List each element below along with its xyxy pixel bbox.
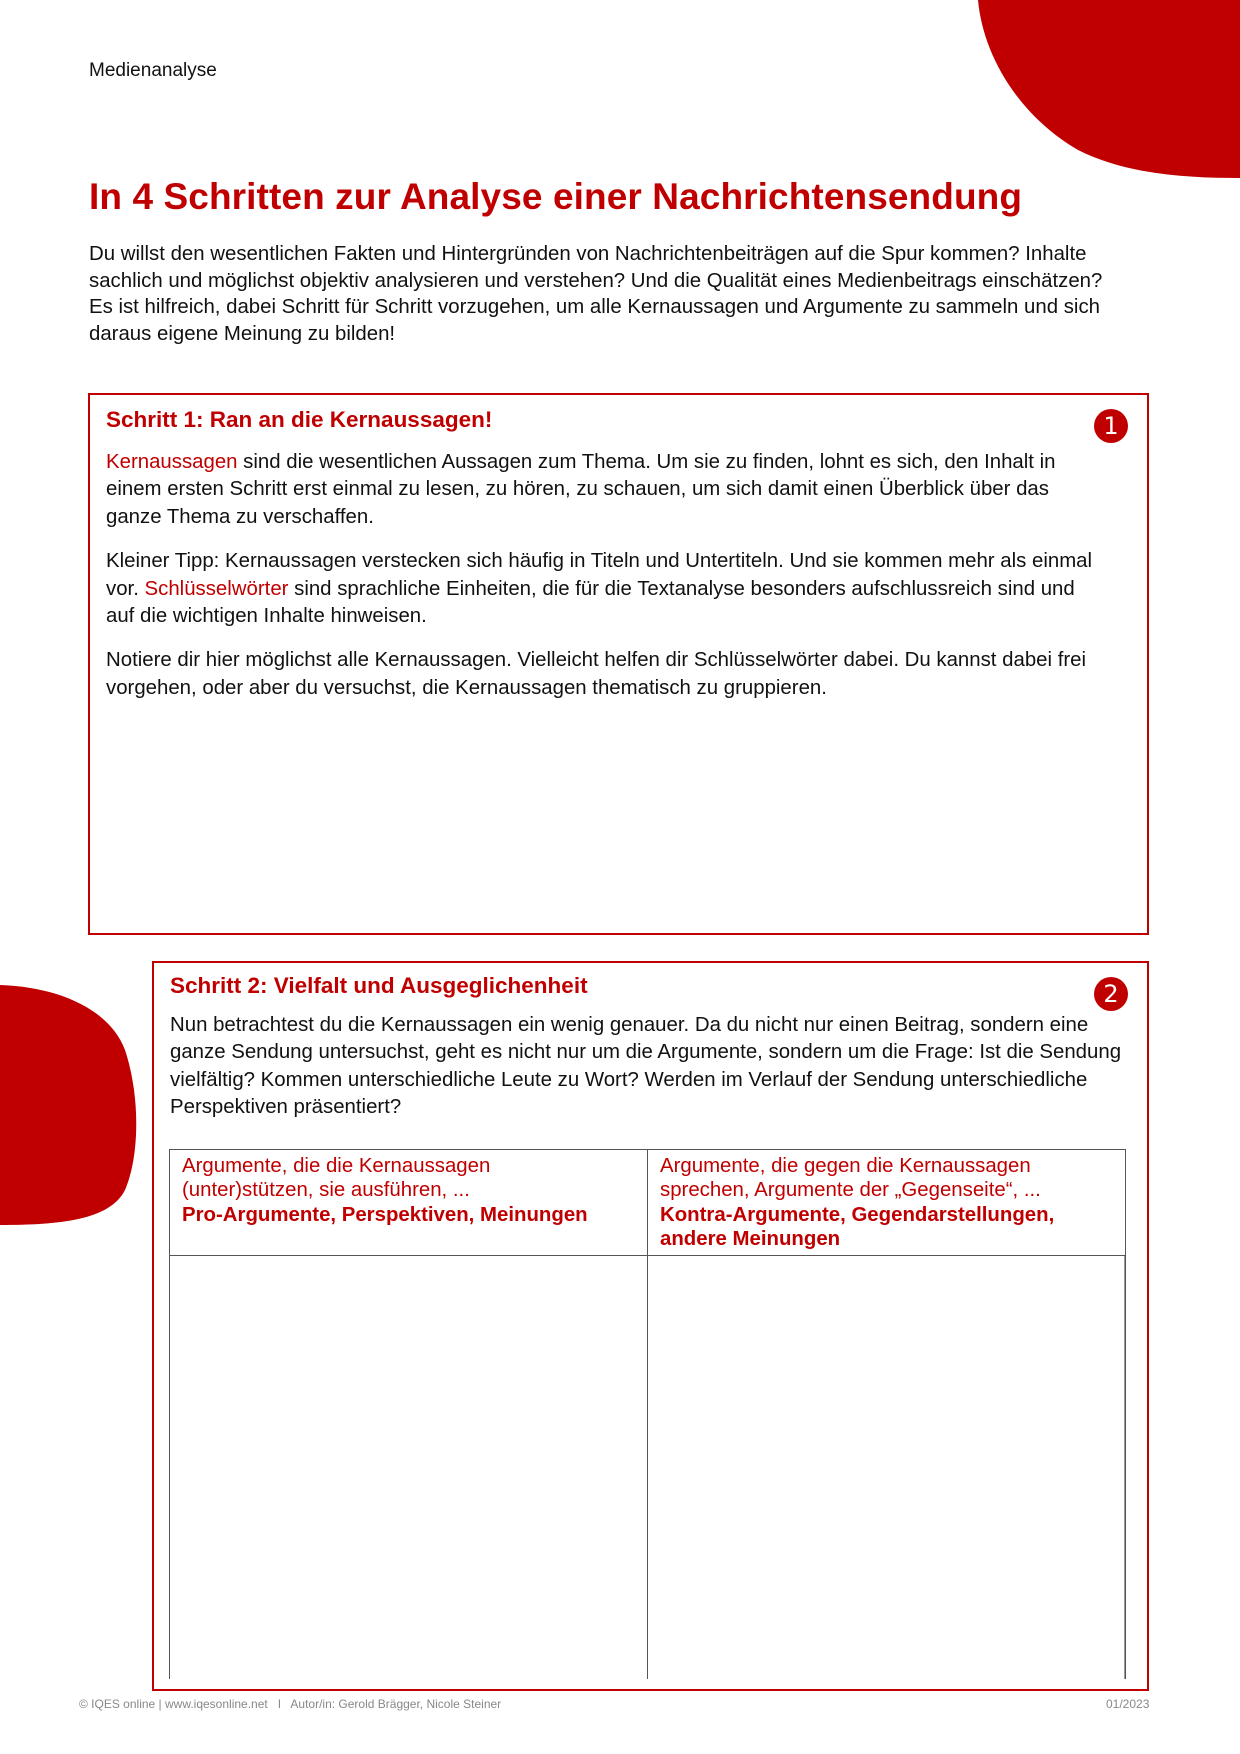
intro-text bbox=[89, 241, 1159, 347]
footer-date: 01/2023 bbox=[1106, 1697, 1150, 1711]
keyword-schluesselwoerter: Schlüsselwörter bbox=[144, 577, 289, 600]
step-1-paragraph-2: Kleiner Tipp: Kernaussagen verstecken sich häufig in Titeln und Untertiteln. Und sie kommen mehr als einmal vor. Schlüsselwörter sind sprachliche Einheiten, die für die Textanalyse besonders aufschlussreich sind und auf die wichtigen Inhalte hinweisen. bbox=[106, 550, 1093, 628]
header-label: Medienanalyse bbox=[89, 60, 217, 81]
pro-arguments-header: Argumente, die die Kernaussagen (unter)stützen, sie ausführen, ... Pro-Argumente, Perspektiven, Meinungen bbox=[170, 1150, 648, 1256]
step-1-paragraph-3: Notiere dir hier möglichst alle Kernaussagen. Vielleicht helfen dir Schlüsselwörter dabei. Du kannst dabei frei vorgehen, oder aber du versuchst, die Kernaussagen thematisch zu gruppieren. bbox=[106, 649, 1087, 699]
pro-arguments-input-cell[interactable] bbox=[170, 1256, 648, 1679]
decorative-blob-top-right bbox=[978, 0, 1240, 178]
arguments-table bbox=[169, 1149, 1126, 1679]
contra-arguments-header: Argumente, die gegen die Kernaussagen sprechen, Argumente der „Gegenseite“, ... Kontra-Argumente, Gegendarstellungen, andere Meinungen bbox=[648, 1150, 1125, 1256]
footer-copyright: © IQES online | www.iqesonline.net I Autor/in: Gerold Brägger, Nicole Steiner bbox=[79, 1697, 502, 1711]
page-title: In 4 Schritten zur Analyse einer Nachrichtensendung bbox=[89, 176, 1023, 217]
step-2-number-badge-icon: 2 bbox=[1094, 977, 1128, 1011]
intro-paragraph-2: Es ist hilfreich, dabei Schritt für Schritt vorzugehen, um alle Kernaussagen und Argumente zu sammeln und sich daraus eigene Meinung zu bilden! bbox=[89, 296, 1100, 345]
contra-arguments-input-cell[interactable] bbox=[648, 1256, 1125, 1679]
step-1-notes-area[interactable] bbox=[106, 670, 1126, 920]
step-1-box bbox=[88, 393, 1149, 935]
step-2-box bbox=[152, 961, 1149, 1691]
step-1-title: Schritt 1: Ran an die Kernaussagen! bbox=[106, 407, 493, 432]
intro-paragraph-1: Du willst den wesentlichen Fakten und Hintergründen von Nachrichtenbeiträgen auf die Spur kommen? Inhalte sachlich und möglichst objektiv analysieren und verstehen? Und die Qualität eines Medienbeitrags einschätzen? bbox=[89, 243, 1103, 292]
step-1-paragraph-1: Kernaussagen sind die wesentlichen Aussagen zum Thema. Um sie zu finden, lohnt es sich, den Inhalt in einem ersten Schritt erst einmal zu lesen, zu hören, zu schauen, um sich damit einen Überblick über das ganze Thema zu verschaffen. bbox=[106, 451, 1056, 528]
step-1-number-badge-icon: 1 bbox=[1094, 409, 1128, 443]
step-2-title: Schritt 2: Vielfalt und Ausgeglichenheit bbox=[170, 973, 588, 998]
decorative-blob-left bbox=[0, 985, 140, 1225]
keyword-kernaussagen: Kernaussagen bbox=[106, 451, 238, 473]
step-2-body: Nun betrachtest du die Kernaussagen ein wenig genauer. Da du nicht nur einen Beitrag, sondern eine ganze Sendung untersuchst, geht es nicht nur um die Argumente, sondern um die Frage: Ist die Sendung vielfältig? Kommen unterschiedliche Leute zu Wort? Werden im Verlauf der Sendung unterschiedliche Perspektiven präsentiert? bbox=[170, 1014, 1122, 1119]
